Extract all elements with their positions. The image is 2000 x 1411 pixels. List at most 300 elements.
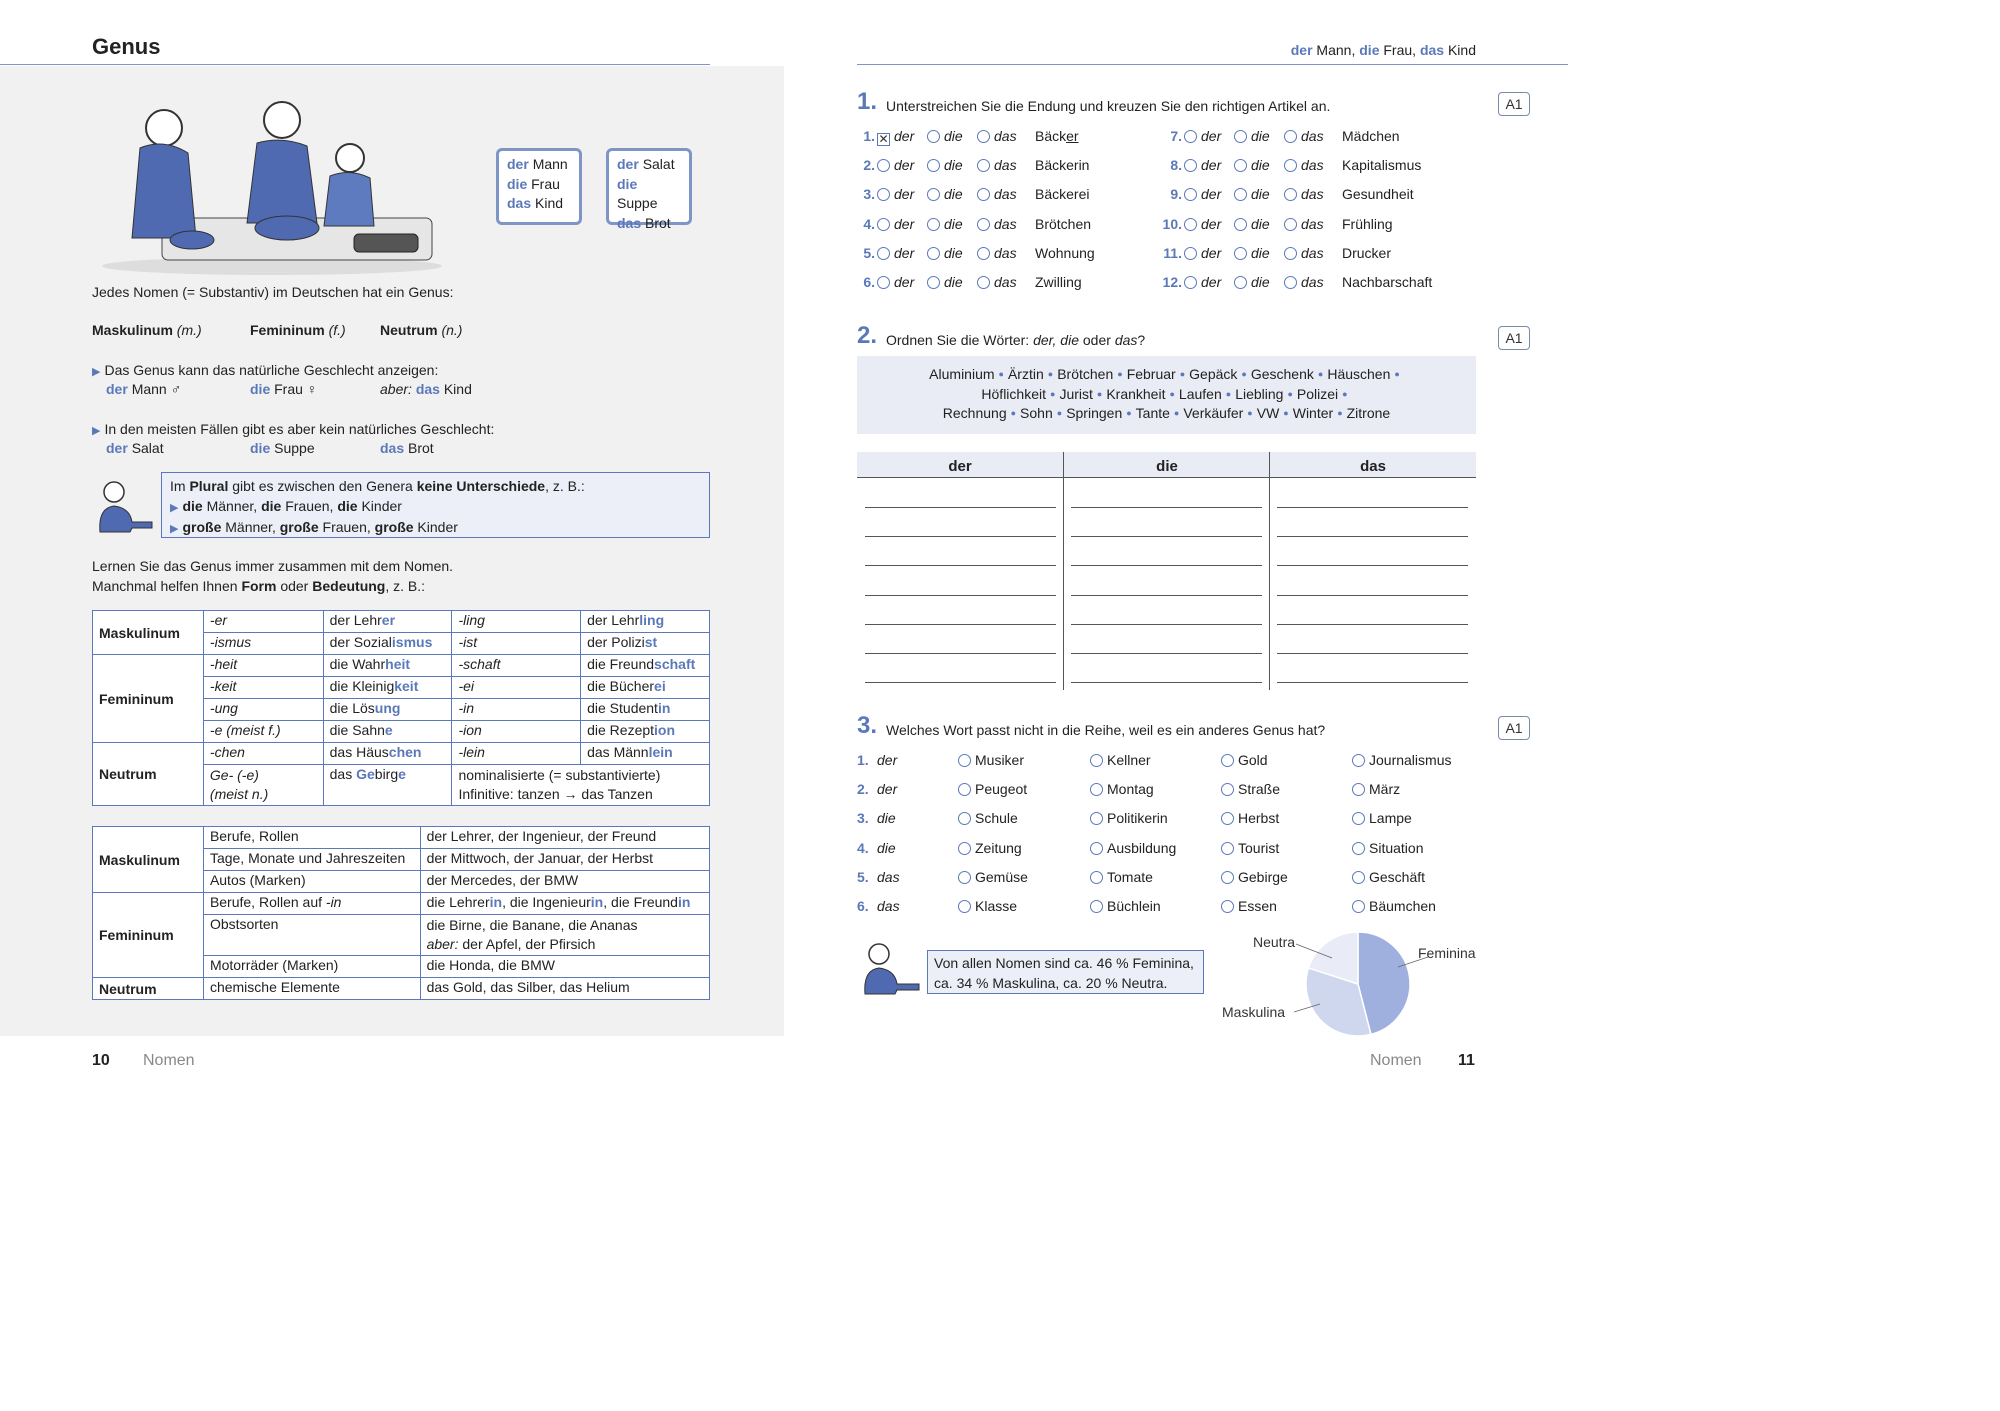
- radio-button[interactable]: [1284, 188, 1297, 201]
- article-label: der: [1201, 186, 1222, 203]
- pool-word: Gepäck: [1189, 366, 1238, 382]
- write-line[interactable]: [1277, 595, 1468, 596]
- ex1-item: [1150, 186, 1414, 202]
- item-number: 11.: [1163, 244, 1182, 261]
- radio-button[interactable]: [1221, 871, 1234, 884]
- radio-button[interactable]: [927, 188, 940, 201]
- option[interactable]: [958, 898, 1017, 914]
- article-option-die[interactable]: [927, 128, 977, 144]
- running-header: der Mann, die Frau, das Kind: [1290, 42, 1476, 58]
- genus-neutrum: Neutrum (n.): [380, 322, 463, 338]
- radio-button[interactable]: [877, 218, 890, 231]
- article-label: das: [994, 157, 1017, 174]
- pool-word: Aluminium: [929, 366, 995, 382]
- article-label: der: [1201, 244, 1222, 261]
- article-option-die[interactable]: [1234, 128, 1284, 144]
- word-box-2: der Salat die Suppe das Brot: [606, 148, 692, 225]
- option[interactable]: [1221, 752, 1268, 768]
- radio-button[interactable]: [1234, 130, 1247, 143]
- radio-button[interactable]: [1221, 812, 1234, 825]
- article-option-die[interactable]: [927, 186, 977, 202]
- page-number-left: 10: [92, 1052, 110, 1069]
- option-label: Tourist: [1238, 839, 1280, 856]
- radio-button[interactable]: [977, 159, 990, 172]
- option[interactable]: [1221, 781, 1280, 797]
- article-option-der[interactable]: [1184, 216, 1234, 232]
- option[interactable]: [1352, 781, 1400, 797]
- bullet-dot: ●: [1337, 408, 1343, 418]
- bullet-dot: ●: [1241, 369, 1247, 379]
- pie-label-maskulina: Maskulina: [1222, 1004, 1286, 1020]
- word: Zwilling: [1035, 274, 1082, 290]
- article-option-der[interactable]: [877, 274, 927, 290]
- exercise-1-title: Unterstreichen Sie die Endung und kreuzen Sie den richtigen Artikel an.: [886, 98, 1331, 114]
- option-label: Ausbildung: [1107, 839, 1177, 856]
- bullet-no-natural-gender: ▶ In den meisten Fällen gibt es aber kein natürliches Geschlecht:: [92, 421, 495, 437]
- option-label: Zeitung: [975, 839, 1022, 856]
- radio-button[interactable]: [927, 159, 940, 172]
- radio-button[interactable]: [958, 754, 971, 767]
- pool-word: Februar: [1126, 366, 1176, 382]
- article-option-der[interactable]: [1184, 245, 1234, 261]
- article-label: der: [1201, 215, 1222, 232]
- column-divider-2: [1269, 452, 1270, 690]
- word: Bäckerin: [1035, 157, 1090, 174]
- pool-word: Laufen: [1178, 385, 1222, 402]
- item-number: 5.: [857, 868, 869, 885]
- article-option-die[interactable]: [1234, 245, 1284, 261]
- radio-button[interactable]: [958, 783, 971, 796]
- radio-button[interactable]: [1221, 842, 1234, 855]
- option[interactable]: [1090, 781, 1154, 797]
- bullet-dot: ●: [1056, 408, 1063, 418]
- checked-box[interactable]: ✕: [878, 132, 889, 146]
- pool-word: Polizei: [1296, 385, 1339, 402]
- title-rule: [0, 64, 710, 65]
- write-line[interactable]: [1071, 595, 1262, 596]
- option[interactable]: [1221, 810, 1279, 826]
- radio-button[interactable]: [1184, 188, 1197, 201]
- word: Gesundheit: [1342, 186, 1414, 203]
- example-mann: der Mann ♂: [106, 381, 182, 397]
- article-option-das[interactable]: [1284, 274, 1334, 290]
- article-label: die: [1251, 215, 1270, 232]
- article-option-der[interactable]: [1184, 157, 1234, 173]
- option-label: Journalismus: [1369, 752, 1452, 768]
- word: Bäck: [1035, 128, 1067, 144]
- word-box-1: der Mann die Frau das Kind: [496, 148, 582, 225]
- radio-button[interactable]: [1284, 159, 1297, 172]
- ex1-item: [1150, 157, 1421, 173]
- radio-button[interactable]: [1352, 871, 1365, 884]
- write-line[interactable]: [1277, 682, 1468, 683]
- article-label: die: [944, 128, 963, 144]
- pool-word: Brötchen: [1057, 366, 1114, 382]
- option-label: März: [1369, 781, 1401, 798]
- radio-button[interactable]: [1284, 130, 1297, 143]
- item-number: 3.: [863, 186, 875, 203]
- item-number: 2.: [863, 157, 875, 174]
- article-label: der: [894, 128, 915, 144]
- genus-pie-chart: [1210, 920, 1480, 1050]
- article-option-der[interactable]: [877, 157, 927, 173]
- ex3-item-label: [857, 752, 897, 768]
- exercise-1-level-badge: A1: [1498, 92, 1530, 116]
- article-option-das[interactable]: [977, 186, 1027, 202]
- article-option-das[interactable]: [977, 245, 1027, 261]
- radio-button[interactable]: [1184, 247, 1197, 260]
- pool-word: Geschenk: [1250, 366, 1314, 382]
- radio-button[interactable]: [877, 188, 890, 201]
- word-pool: [857, 356, 1476, 434]
- exercise-1-number: 1.: [857, 88, 878, 115]
- radio-button[interactable]: [927, 218, 940, 231]
- ex1-item: [857, 216, 1091, 232]
- pool-word: Krankheit: [1106, 385, 1166, 402]
- radio-button[interactable]: [1234, 218, 1247, 231]
- article-option-das[interactable]: [977, 216, 1027, 232]
- example-suppe: die Suppe: [250, 440, 315, 456]
- ex3-item-label: [857, 781, 897, 797]
- footer-label-right: Nomen: [1370, 1052, 1422, 1069]
- radio-button[interactable]: [877, 276, 890, 289]
- article-option-die[interactable]: [1234, 186, 1284, 202]
- option-label: Gold: [1238, 752, 1268, 768]
- item-article: das: [877, 898, 900, 914]
- radio-button[interactable]: [1221, 783, 1234, 796]
- pool-word: Ärztin: [1007, 366, 1044, 382]
- article-label: das: [994, 215, 1017, 232]
- write-line[interactable]: [1277, 536, 1468, 537]
- article-label: die: [944, 244, 963, 261]
- article-label: der: [894, 274, 915, 290]
- article-label: der: [894, 244, 915, 261]
- radio-button[interactable]: [1090, 783, 1103, 796]
- radio-button[interactable]: [877, 247, 890, 260]
- article-label: die: [1251, 244, 1270, 261]
- article-label: das: [1301, 215, 1324, 232]
- article-label: der: [1201, 274, 1222, 290]
- radio-button[interactable]: [1184, 130, 1197, 143]
- item-article: die: [877, 810, 896, 827]
- genus-femininum: Femininum (f.): [250, 322, 346, 338]
- write-line[interactable]: [1277, 624, 1468, 625]
- article-label: der: [894, 215, 915, 232]
- item-number: 6.: [863, 274, 875, 290]
- radio-button[interactable]: [958, 900, 971, 913]
- ex1-item: [1150, 274, 1432, 290]
- ex3-item-label: [857, 898, 900, 914]
- ex3-item-label: [857, 810, 896, 826]
- write-line[interactable]: [865, 624, 1056, 625]
- write-line[interactable]: [865, 595, 1056, 596]
- article-label: die: [1251, 274, 1270, 290]
- pie-label-neutra: Neutra: [1253, 934, 1296, 950]
- radio-button[interactable]: [1221, 900, 1234, 913]
- article-option-das[interactable]: [977, 274, 1027, 290]
- write-line[interactable]: [1277, 507, 1468, 508]
- article-option-der[interactable]: [1184, 186, 1234, 202]
- option[interactable]: [1090, 898, 1161, 914]
- bullet-dot: ●: [1247, 408, 1253, 418]
- pool-word: Tante: [1135, 405, 1170, 421]
- article-option-das[interactable]: [977, 128, 1027, 144]
- bullet-dot: ●: [998, 369, 1004, 379]
- ex1-item: [857, 128, 1079, 146]
- option[interactable]: [1090, 869, 1153, 885]
- option-label: Bäumchen: [1369, 898, 1436, 914]
- radio-button[interactable]: [1234, 276, 1247, 289]
- item-number: 4.: [863, 215, 875, 232]
- option-label: Essen: [1238, 898, 1277, 914]
- bullet-dot: ●: [1117, 369, 1123, 379]
- item-number: 10.: [1162, 215, 1182, 232]
- bullet-natural-gender: ▶ Das Genus kann das natürliche Geschlecht anzeigen:: [92, 362, 439, 378]
- article-option-das[interactable]: [977, 157, 1027, 173]
- write-line[interactable]: [865, 653, 1056, 654]
- write-line[interactable]: [865, 565, 1056, 566]
- intro-text: Jedes Nomen (= Substantiv) im Deutschen hat ein Genus:: [92, 284, 454, 300]
- option-label: Gemüse: [975, 868, 1028, 885]
- article-label: der: [1201, 128, 1222, 144]
- pool-word: Springen: [1066, 405, 1123, 421]
- word: Kapitalismus: [1342, 157, 1422, 174]
- column-das: das: [1360, 458, 1386, 475]
- exercise-3-title: Welches Wort passt nicht in die Reihe, weil es ein anderes Genus hat?: [886, 722, 1326, 738]
- article-option-der[interactable]: [877, 186, 927, 202]
- word-ending: er: [1066, 128, 1079, 144]
- radio-button[interactable]: [1090, 842, 1103, 855]
- item-number: 8.: [1170, 157, 1182, 174]
- bullet-dot: ●: [1169, 388, 1175, 399]
- option[interactable]: [958, 781, 1027, 797]
- article-option-die[interactable]: [1234, 157, 1284, 173]
- radio-button[interactable]: [877, 159, 890, 172]
- pool-word: Sohn: [1020, 405, 1053, 421]
- ex1-item: [1150, 216, 1393, 232]
- option-label: Musiker: [975, 752, 1025, 768]
- article-option-das[interactable]: [1284, 157, 1334, 173]
- radio-button[interactable]: [1352, 812, 1365, 825]
- article-option-der[interactable]: [877, 216, 927, 232]
- item-number: 7.: [1170, 128, 1182, 144]
- example-brot: das Brot: [380, 440, 434, 456]
- article-label: die: [1251, 186, 1270, 203]
- article-option-die[interactable]: [1234, 216, 1284, 232]
- write-line[interactable]: [1071, 536, 1262, 537]
- column-der: der: [948, 458, 972, 475]
- write-line[interactable]: [1071, 565, 1262, 566]
- article-label: das: [994, 128, 1017, 144]
- exercise-2-level-badge: A1: [1498, 326, 1530, 350]
- item-number: 6.: [857, 898, 869, 914]
- ex1-item: [1150, 245, 1391, 261]
- option[interactable]: [1221, 840, 1279, 856]
- article-option-der[interactable]: [877, 245, 927, 261]
- pool-word: Häuschen: [1327, 366, 1391, 382]
- article-option-das[interactable]: [1284, 245, 1334, 261]
- statistics-tip-box: Von allen Nomen sind ca. 46 % Feminina, ca. 34 % Maskulina, ca. 20 % Neutra.: [927, 950, 1204, 994]
- article-label: das: [1301, 274, 1324, 290]
- radio-button[interactable]: [977, 188, 990, 201]
- radio-button[interactable]: [1352, 900, 1365, 913]
- radio-button[interactable]: [927, 276, 940, 289]
- radio-button[interactable]: [1284, 247, 1297, 260]
- article-option-der[interactable]: [1184, 128, 1234, 144]
- item-number: 9.: [1170, 186, 1182, 203]
- radio-button[interactable]: [977, 247, 990, 260]
- article-option-der[interactable]: [1184, 274, 1234, 290]
- option[interactable]: [1352, 898, 1436, 914]
- radio-button[interactable]: [958, 812, 971, 825]
- article-label: der: [894, 186, 915, 203]
- write-line[interactable]: [865, 682, 1056, 683]
- page-number-right: 11: [1458, 1052, 1475, 1069]
- option[interactable]: [958, 810, 1018, 826]
- option-label: Büchlein: [1107, 898, 1161, 914]
- bullet-dot: ●: [1126, 408, 1132, 418]
- radio-button[interactable]: [1090, 900, 1103, 913]
- article-option-die[interactable]: [927, 216, 977, 232]
- radio-button[interactable]: [1090, 754, 1103, 767]
- option-label: Politikerin: [1107, 810, 1168, 827]
- article-option-das[interactable]: [1284, 216, 1334, 232]
- radio-button[interactable]: [977, 218, 990, 231]
- article-label: das: [994, 244, 1017, 261]
- write-line[interactable]: [1071, 624, 1262, 625]
- article-label: das: [994, 186, 1017, 203]
- write-line[interactable]: [865, 536, 1056, 537]
- article-option-die[interactable]: [1234, 274, 1284, 290]
- write-line[interactable]: [865, 507, 1056, 508]
- option-label: Klasse: [975, 898, 1018, 914]
- radio-button[interactable]: [1221, 754, 1234, 767]
- genus-maskulinum: Maskulinum (m.): [92, 322, 202, 338]
- pool-word: Winter: [1292, 405, 1334, 421]
- bullet-dot: ●: [1010, 408, 1017, 418]
- option-label: Montag: [1107, 781, 1154, 798]
- article-label: das: [1301, 244, 1324, 261]
- bullet-dot: ●: [1173, 408, 1180, 418]
- ex1-item: [857, 274, 1082, 290]
- word: Frühling: [1342, 215, 1393, 232]
- bullet-dot: ●: [1047, 369, 1054, 379]
- option[interactable]: [1221, 869, 1288, 885]
- article-option-das[interactable]: [1284, 128, 1334, 144]
- radio-button[interactable]: [1352, 842, 1365, 855]
- exercise-2-number: 2.: [857, 322, 878, 349]
- radio-button[interactable]: [1284, 218, 1297, 231]
- option[interactable]: [1352, 752, 1451, 768]
- ex1-item: [857, 186, 1089, 202]
- exercise-3-number: 3.: [857, 712, 878, 739]
- article-option-die[interactable]: [927, 245, 977, 261]
- column-divider-1: [1063, 452, 1064, 690]
- ex3-item-label: [857, 869, 900, 885]
- item-number: 1.: [863, 128, 875, 144]
- radio-button[interactable]: [1352, 783, 1365, 796]
- article-label: das: [1301, 128, 1324, 144]
- pool-word: Höflichkeit: [981, 385, 1046, 402]
- header-rule: [857, 64, 1568, 65]
- option-label: Geschäft: [1369, 868, 1426, 885]
- pool-word: Zitrone: [1346, 405, 1391, 421]
- option-label: Herbst: [1238, 810, 1280, 827]
- bullet-dot: ●: [1317, 369, 1324, 379]
- option[interactable]: [1090, 810, 1168, 826]
- radio-button[interactable]: [1234, 159, 1247, 172]
- radio-button[interactable]: [1352, 754, 1365, 767]
- option[interactable]: [1090, 752, 1151, 768]
- radio-button[interactable]: [927, 247, 940, 260]
- word: Drucker: [1342, 244, 1392, 261]
- option[interactable]: [958, 752, 1024, 768]
- radio-button[interactable]: [1090, 871, 1103, 884]
- write-line[interactable]: [1071, 653, 1262, 654]
- radio-button[interactable]: [1234, 247, 1247, 260]
- option-label: Kellner: [1107, 752, 1151, 768]
- article-label: der: [894, 157, 915, 174]
- write-line[interactable]: [1277, 653, 1468, 654]
- option[interactable]: [1352, 840, 1423, 856]
- article-option-der[interactable]: [877, 128, 927, 146]
- radio-button[interactable]: [958, 842, 971, 855]
- option[interactable]: [1352, 810, 1412, 826]
- item-number: 4.: [857, 839, 869, 856]
- option[interactable]: [958, 840, 1022, 856]
- exercise-3-level-badge: A1: [1498, 716, 1530, 740]
- write-line[interactable]: [1277, 565, 1468, 566]
- option-label: Straße: [1238, 781, 1281, 798]
- option-label: Schule: [975, 810, 1018, 827]
- bullet-dot: ●: [1342, 388, 1348, 399]
- radio-button[interactable]: [1184, 218, 1197, 231]
- bullet-dot: ●: [1179, 369, 1186, 379]
- option[interactable]: [1352, 869, 1425, 885]
- option-label: Situation: [1369, 839, 1424, 856]
- radio-button[interactable]: [1284, 276, 1297, 289]
- option[interactable]: [1090, 840, 1176, 856]
- article-option-die[interactable]: [927, 157, 977, 173]
- article-option-das[interactable]: [1284, 186, 1334, 202]
- radio-button[interactable]: [1090, 812, 1103, 825]
- example-frau: die Frau ♀: [250, 381, 318, 397]
- radio-button[interactable]: [927, 130, 940, 143]
- article-label: das: [994, 274, 1017, 290]
- radio-button[interactable]: [977, 276, 990, 289]
- example-salat: der Salat: [106, 440, 164, 456]
- article-option-die[interactable]: [927, 274, 977, 290]
- item-number: 3.: [857, 810, 869, 827]
- radio-button[interactable]: [958, 871, 971, 884]
- example-kind: aber: das Kind: [380, 381, 472, 397]
- ex1-item: [857, 157, 1089, 173]
- ex3-item-label: [857, 840, 896, 856]
- option[interactable]: [958, 869, 1028, 885]
- radio-button[interactable]: [1184, 276, 1197, 289]
- article-label: die: [944, 215, 963, 232]
- article-label: der: [1201, 157, 1222, 174]
- write-line[interactable]: [1071, 507, 1262, 508]
- radio-button[interactable]: [977, 130, 990, 143]
- option[interactable]: [1221, 898, 1277, 914]
- radio-button[interactable]: [1184, 159, 1197, 172]
- teacher-icon: [92, 478, 154, 534]
- radio-button[interactable]: [1234, 188, 1247, 201]
- write-line[interactable]: [1071, 682, 1262, 683]
- pool-word: Verkäufer: [1183, 405, 1244, 421]
- ex1-item: [1150, 128, 1400, 144]
